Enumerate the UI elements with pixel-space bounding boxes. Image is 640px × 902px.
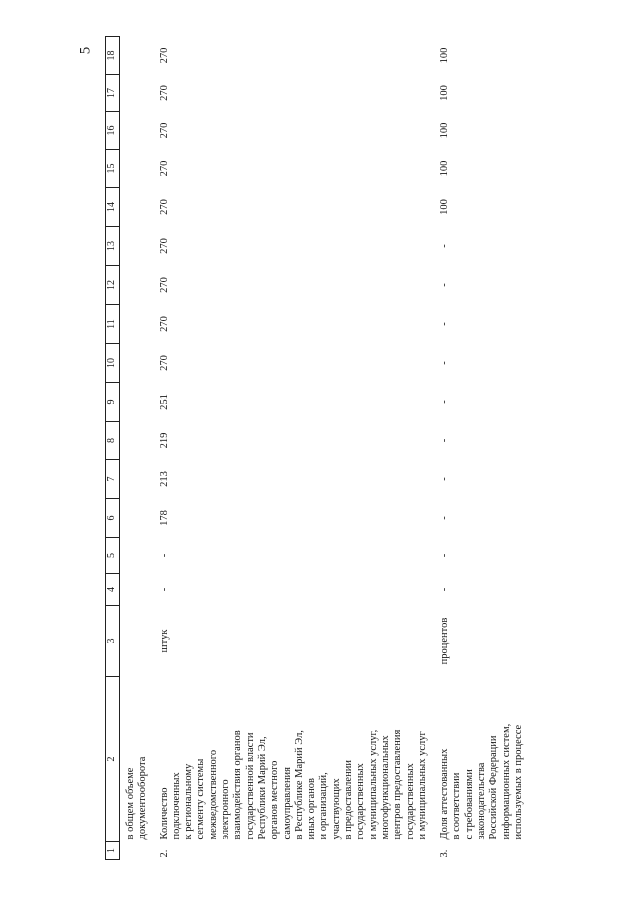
table-row <box>429 37 525 860</box>
value-cell <box>120 422 150 460</box>
value-cell: 270 <box>158 199 170 215</box>
row-number: 2. <box>158 849 170 858</box>
value-cell: - <box>439 283 451 287</box>
value-cell: 219 <box>158 432 170 449</box>
column-number: 13 <box>106 227 120 266</box>
column-number: 6 <box>106 499 120 538</box>
value-cell: - <box>439 477 451 481</box>
column-number: 5 <box>106 538 120 574</box>
column-number: 15 <box>106 150 120 188</box>
value-cell: 213 <box>158 471 170 487</box>
value-cell: 270 <box>158 316 170 332</box>
unit-cell: процентов <box>439 617 451 665</box>
value-cell: 270 <box>158 85 170 101</box>
value-cell <box>120 266 150 305</box>
unit-cell <box>120 606 150 677</box>
value-cell: - <box>439 244 451 248</box>
column-number-row <box>106 37 120 860</box>
value-cell: - <box>439 400 451 404</box>
value-cell: - <box>158 587 170 592</box>
value-cell: 100 <box>439 47 451 64</box>
value-cell: 270 <box>158 47 170 64</box>
value-cell: - <box>158 553 170 558</box>
column-number: 7 <box>106 460 120 499</box>
value-cell <box>120 574 150 606</box>
column-number: 9 <box>106 383 120 422</box>
table-row <box>150 37 430 860</box>
column-number: 8 <box>106 422 120 460</box>
column-number: 16 <box>106 112 120 150</box>
value-cell: - <box>439 438 451 443</box>
value-cell <box>120 305 150 344</box>
value-cell <box>120 344 150 383</box>
value-cell: - <box>439 516 451 520</box>
value-cell: 270 <box>158 238 170 254</box>
column-number: 4 <box>106 574 120 606</box>
column-number: 2 <box>106 677 120 842</box>
value-cell <box>120 383 150 422</box>
value-cell <box>120 499 150 538</box>
value-cell <box>120 75 150 112</box>
value-cell: 270 <box>158 277 170 293</box>
value-cell <box>120 37 150 75</box>
value-cell <box>120 150 150 188</box>
value-cell: 100 <box>439 122 451 139</box>
value-cell: - <box>439 361 451 365</box>
row-number: 3. <box>439 849 451 858</box>
value-cell: 178 <box>158 510 170 526</box>
value-cell: 270 <box>158 160 170 177</box>
unit-cell: штук <box>158 629 170 653</box>
value-cell: 270 <box>158 122 170 139</box>
column-number: 1 <box>106 842 120 860</box>
value-cell: - <box>439 553 451 558</box>
value-cell: - <box>439 322 451 326</box>
value-cell: - <box>439 587 451 592</box>
value-cell: 100 <box>439 85 451 101</box>
indicator-name: Количество подключенных к региональному сегменту системы межведомственного электронного взаимодействия органов государственной власти Республики Марий Эл, органов местного самоуправления в Республике Марий Эл, иных органов и организаций, участвующих в предоставлении государственных и муниципальных услуг, многофункциональных центров предоставления государственных и муниципальных услуг <box>158 729 428 840</box>
column-number: 17 <box>106 75 120 112</box>
value-cell <box>120 538 150 574</box>
value-cell: 270 <box>158 355 170 371</box>
page-number: 5 <box>77 46 94 55</box>
value-cell <box>120 460 150 499</box>
column-number: 12 <box>106 266 120 305</box>
indicator-name: Доля аттестованных в соответствии с требованиями законодательства Российской Федерации информационных систем, используемых в процессе <box>439 723 524 840</box>
table-row <box>120 37 150 860</box>
value-cell <box>120 112 150 150</box>
value-cell <box>120 188 150 227</box>
column-number: 18 <box>106 37 120 75</box>
value-cell <box>120 227 150 266</box>
indicator-name: в общем объеме документооборота <box>125 756 149 840</box>
column-number: 10 <box>106 344 120 383</box>
value-cell: 100 <box>439 199 451 215</box>
indicators-table <box>105 36 525 860</box>
column-number: 11 <box>106 305 120 344</box>
value-cell: 100 <box>439 160 451 177</box>
column-number: 14 <box>106 188 120 227</box>
value-cell: 251 <box>158 394 170 410</box>
row-number <box>120 842 150 860</box>
column-number: 3 <box>106 606 120 677</box>
